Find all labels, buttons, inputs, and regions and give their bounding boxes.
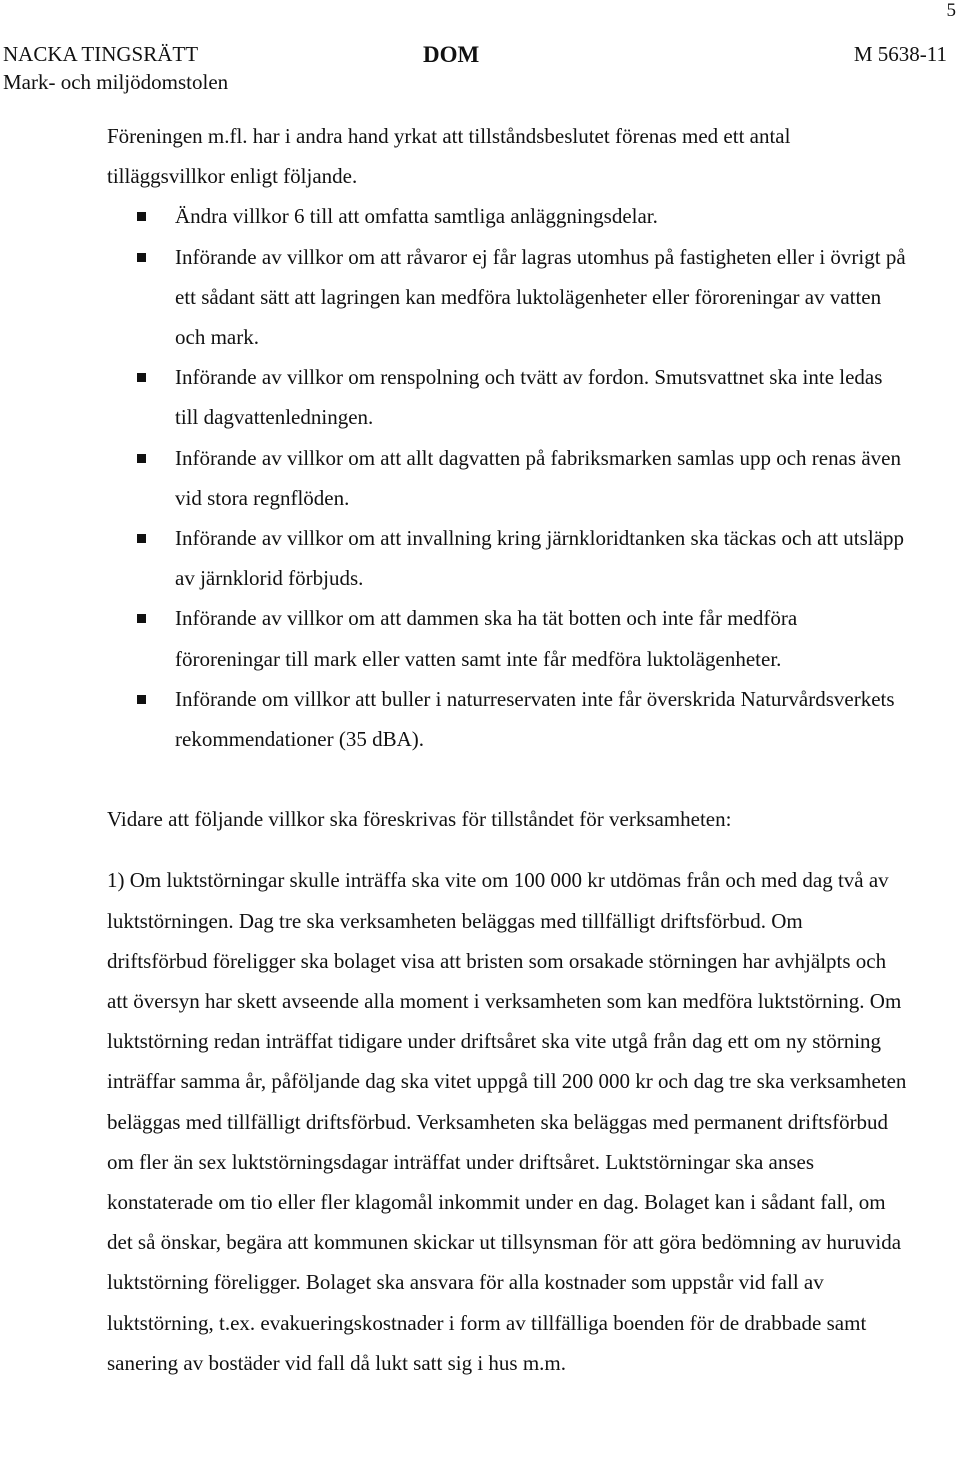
- conditions-list: [107, 196, 907, 759]
- further-conditions-heading: Vidare att följande villkor ska föreskrivas för tillståndet för verksamheten:: [107, 807, 732, 832]
- square-bullet-icon: [137, 534, 146, 543]
- court-name: NACKA TINGSRÄTT: [3, 42, 199, 66]
- document-header: [3, 40, 947, 96]
- list-item: [107, 237, 907, 358]
- list-item: [107, 598, 907, 678]
- square-bullet-icon: [137, 614, 146, 623]
- square-bullet-icon: [137, 253, 146, 262]
- spacer: [107, 839, 907, 860]
- list-item-text: Införande av villkor om renspolning och tvätt av fordon. Smutsvattnet ska inte ledas till dagvattenledningen.: [175, 365, 883, 430]
- list-item-text: Ändra villkor 6 till att omfatta samtliga anläggningsdelar.: [175, 204, 658, 229]
- intro-paragraph: Föreningen m.fl. har i andra hand yrkat att tillståndsbeslutet förenas med ett antal tilläggsvillkor enligt följande.: [107, 124, 791, 189]
- document-body: [107, 116, 907, 1383]
- court-department: Mark- och miljödomstolen: [3, 70, 229, 94]
- spacer: [107, 759, 907, 799]
- list-item-text: Införande av villkor om att råvaror ej får lagras utomhus på fastigheten eller i övrigt på ett sådant sätt att lagringen kan medföra luktolägenheter eller föroreningar av vatten och mark.: [175, 244, 906, 350]
- list-item-text: Införande om villkor att buller i naturreservaten inte får överskrida Naturvårdsverkets rekommendationer (35 dBA).: [175, 686, 895, 752]
- list-item: [107, 196, 907, 236]
- document-type: DOM: [423, 42, 480, 67]
- list-item-text: Införande av villkor om att allt dagvatten på fabriksmarken samlas upp och renas även vid stora regnflöden.: [175, 445, 901, 510]
- square-bullet-icon: [137, 695, 146, 704]
- square-bullet-icon: [137, 212, 146, 221]
- list-item-text: Införande av villkor om att invallning kring järnkloridtanken ska täckas och att utsläpp av järnklorid förbjuds.: [175, 526, 904, 591]
- list-item-text: Införande av villkor om att dammen ska ha tät botten och inte får medföra föroreningar till mark eller vatten samt inte får medföra luktolägenheter.: [175, 606, 798, 671]
- condition-1-paragraph: 1) Om luktstörningar skulle inträffa ska vite om 100 000 kr utdömas från och med dag två av luktstörningen. Dag tre ska verksamheten beläggas med tillfälligt driftsförbud. Om driftsförbud föreligger ska bolaget visa att bristen som orsakade störningen har avhjälpts och att översyn har skett avseende alla moment i verksamheten som kan medföra luktstörning. Om luktstörning redan inträffat tidigare under driftsåret ska vite utgå från dag ett om ny störning inträffar samma år, påföljande dag ska vitet uppgå till 200 000 kr och dag tre ska verksamheten beläggas med tillfälligt driftsförbud. Verksamheten ska beläggas med permanent driftsförbud om fler än sex luktstörningsdagar inträffat under driftsåret. Luktstörningar ska anses konstaterade om tio eller fler klagomål inkommit under en dag. Bolaget kan i sådant fall, om det så önskar, begära att kommunen skickar ut tillsynsman för att göra bedömning av huruvida luktstörning föreligger. Bolaget ska ansvara för alla kostnader som uppstår vid fall av luktstörning, t.ex. evakueringskostnader i form av tillfälliga boenden för de drabbade samt sanering av bostäder vid fall då lukt satt sig i hus m.m.: [107, 868, 907, 1375]
- list-item: [107, 518, 907, 598]
- list-item: [107, 438, 907, 518]
- square-bullet-icon: [137, 454, 146, 463]
- square-bullet-icon: [137, 373, 146, 382]
- page-number: 5: [946, 0, 956, 21]
- list-item: [107, 679, 907, 759]
- case-number: M 5638-11: [853, 42, 947, 66]
- list-item: [107, 357, 907, 437]
